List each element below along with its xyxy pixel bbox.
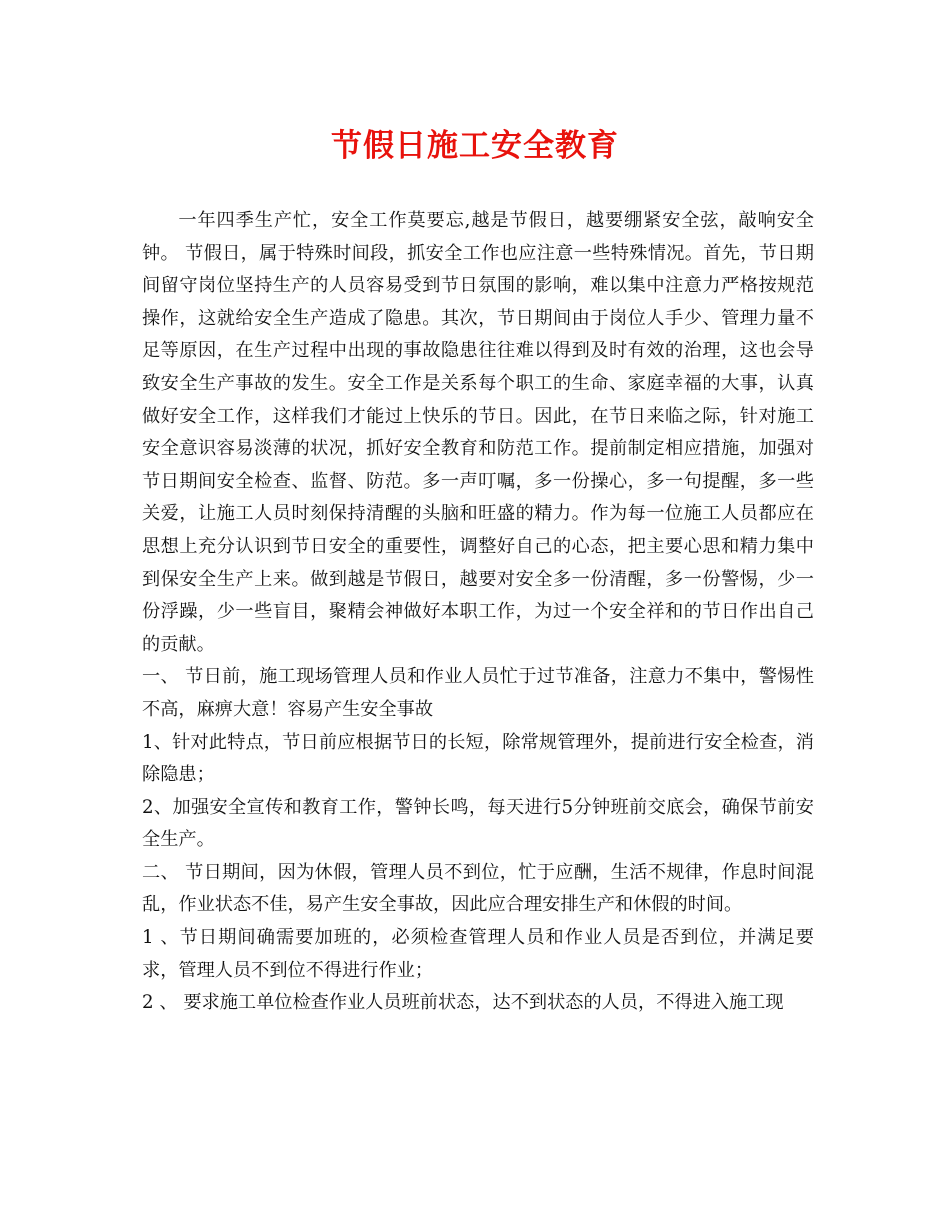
document-body	[142, 205, 814, 1020]
document-title: 节假日施工安全教育	[331, 128, 619, 164]
section-two-heading: 二、 节日期间，因为休假，管理人员不到位，忙于应酬，生活不规律，作息时间混乱，作业状态不佳，易产生安全事故，因此应合理安排生产和休假的时间。	[142, 861, 814, 916]
section-one-item-1: 1、针对此特点，节日前应根据节日的长短，除常规管理外，提前进行安全检查，消除隐患；	[142, 731, 814, 786]
section-one-heading: 一、 节日前，施工现场管理人员和作业人员忙于过节准备，注意力不集中，警惕性不高，麻痹大意！容易产生安全事故	[142, 666, 814, 720]
section-two-item-2: 2 、 要求施工单位检查作业人员班前状态，达不到状态的人员，不得进入施工现	[142, 992, 784, 1014]
section-two-item-1: 1 、节日期间确需要加班的，必须检查管理人员和作业人员是否到位，并满足要求，管理人员不到位不得进行作业；	[142, 927, 814, 981]
section-one-item-2: 2、加强安全宣传和教育工作，警钟长鸣，每天进行5分钟班前交底会，确保节前安全生产。	[142, 796, 814, 851]
intro-paragraph: 一年四季生产忙，安全工作莫要忘,越是节假日，越要绷紧安全弦，敲响安全钟。 节假日，属于特殊时间段，抓安全工作也应注意一些特殊情况。首先，节日期间留守岗位坚持生产的人员容易受到节日氛围的影响，难以集中注意力严格按规范操作，这就给安全生产造成了隐患。其次，节日期间由于岗位人手少、管理力量不足等原因，在生产过程中出现的事故隐患往往难以得到及时有效的治理，这也会导致安全生产事故的发生。安全工作是关系每个职工的生命、家庭幸福的大事，认真做好安全工作，这样我们才能过上快乐的节日。因此，在节日来临之际，针对施工安全意识容易淡薄的状况，抓好安全教育和防范工作。提前制定相应措施，加强对节日期间安全检查、监督、防范。多一声叮嘱，多一份操心，多一句提醒，多一些关爱，让施工人员时刻保持清醒的头脑和旺盛的精力。作为每一位施工人员都应在思想上充分认识到节日安全的重要性，调整好自己的心态，把主要心思和精力集中到保安全生产上来。做到越是节假日，越要对安全多一份清醒，多一份警惕，少一份浮躁，少一些盲目，聚精会神做好本职工作，为过一个安全祥和的节日作出自己的贡献。	[142, 210, 814, 655]
